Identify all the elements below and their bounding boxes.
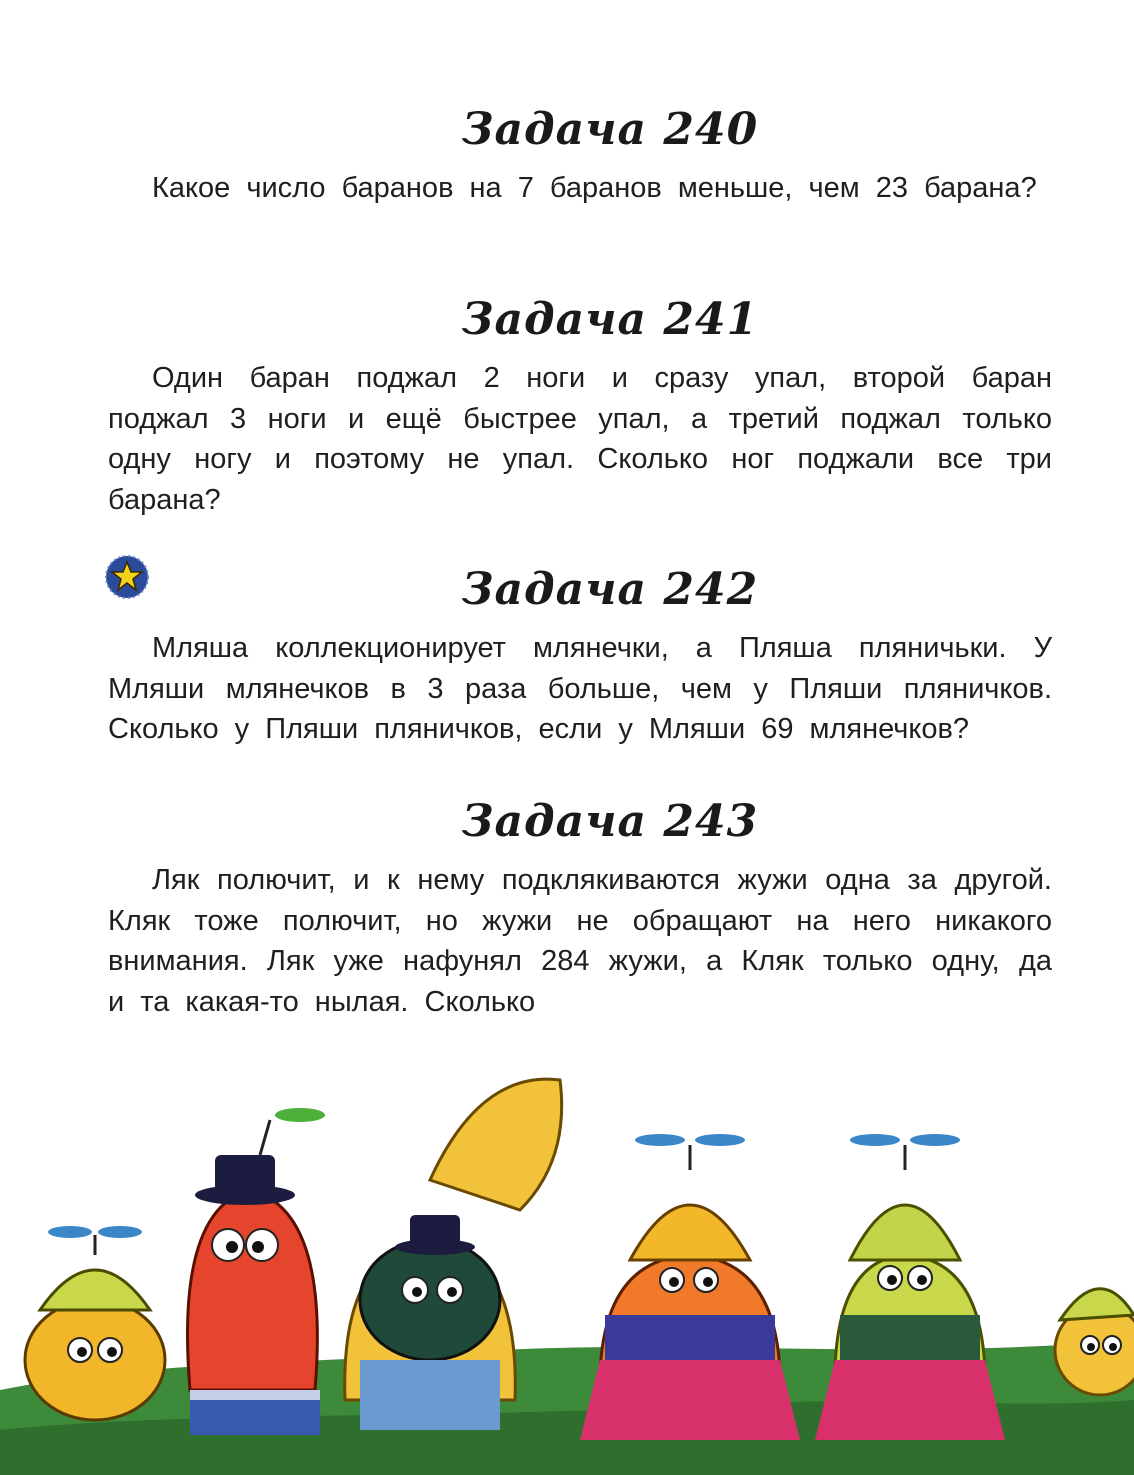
task-243 [108, 792, 1052, 1022]
task-241 [108, 290, 1052, 520]
task-title: Задача 240 [461, 104, 759, 155]
task-text: Какое число баранов на 7 баранов меньше, чем 23 барана? [152, 172, 1037, 204]
creature-right [1055, 1289, 1134, 1395]
creature-green [815, 1134, 1005, 1440]
task-text: Один баран поджал 2 ноги и сразу упал, второй баран поджал 3 ноги и ещё быстрее упал, а третий поджал только одну ногу и поэтому не упал. Сколько ног поджали все три барана? [108, 362, 1052, 516]
creature-red [188, 1108, 326, 1435]
task-240 [108, 100, 1052, 209]
task-text: Мляша коллекционирует млянечки, а Пляша пляничьки. У Мляши млянечков в 3 раза больше, чем у Пляши пляничков. Сколько у Пляши пляничков, если у Мляши 69 млянечков? [108, 632, 1052, 745]
task-title: Задача 241 [461, 294, 759, 345]
task-242 [108, 560, 1052, 750]
creature-orange [580, 1134, 800, 1440]
creatures-illustration [0, 1060, 1134, 1475]
task-text: Ляк полючит, и к нему подклякиваются жужи одна за другой. Кляк тоже полючит, но жужи не обращают на него никакого внимания. Ляк уже нафунял 284 жужи, а Кляк только одну, да и та какая-то нылая. Сколько [108, 864, 1052, 1018]
task-title: Задача 243 [461, 796, 759, 847]
task-title: Задача 242 [461, 564, 759, 615]
creature-left [25, 1226, 165, 1420]
